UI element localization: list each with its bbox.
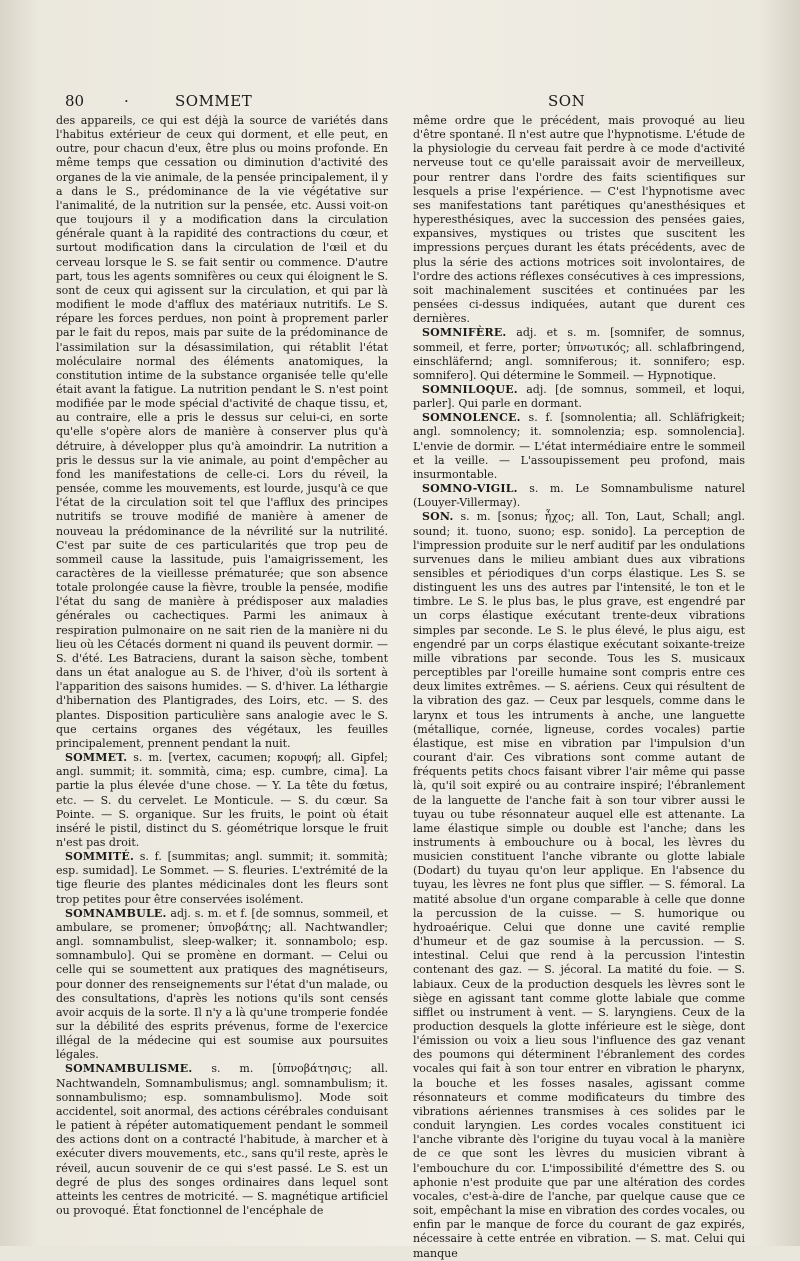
entry-headword: SOMNIFÈRE. (422, 326, 507, 340)
entry-somno-vigil (413, 482, 745, 510)
entry-somnambule (56, 907, 388, 1063)
running-header (0, 88, 800, 112)
left-headword: SOMMET (175, 92, 253, 110)
entry-headword: SOMMET. (65, 751, 128, 765)
entry-body: s. f. [somnolentia; all. Schläfrigkeit; angl. somnolency; it. somnolenzia; esp. somnolencia]. L'envie de dormir. — L'état intermédiaire entre le sommeil et la veille. — L'assoupissement peu profond, mais insurmontable. (413, 411, 745, 481)
entry-body: adj. [de somnus, sommeil, et loqui, parler]. Qui parle en dormant. (413, 382, 745, 411)
entry-sommet (56, 751, 388, 850)
header-separator: · (124, 92, 129, 110)
entry-headword: SOMNAMBULISME. (65, 1062, 193, 1076)
page-number: 80 (65, 92, 85, 110)
entry-somnambulisme (56, 1062, 388, 1218)
entry-somniloque (413, 383, 745, 411)
left-column (56, 114, 388, 1224)
entry-body: adj. s. m. et f. [de somnus, sommeil, et ambulare, se promener; ὑπνοβάτης; all. Nachtwandler; angl. somnambulist, sleep-walker; it. sonnambolo; esp. somnambulo]. Qui se promène en dormant. — Celui ou celle qui se soumettent aux pratiques des magnétiseurs, pour donner des renseignements sur l'état d'un malade, ou des consultations, d'après les notions qu'ils sont censés avoir acquis de la sorte. Il n'y a là qu'une tromperie fondée sur la débilité des esprits prévenus, forme de l'exercice illégal de la médecine qui est soumise aux poursuites légales. (56, 906, 388, 1062)
entry-headword: SOMNOLENCE. (422, 411, 521, 425)
entry-son (413, 510, 745, 1260)
entry-body: s. m. [vertex, cacumen; κορυφή; all. Gipfel; angl. summit; it. sommità, cima; esp. cumbre, cima]. La partie la plus élevée d'une chose. — Y. La tête du fœtus, etc. — S. du cervelet. Le Monticule. — S. du cœur. Sa Pointe. — S. organique. Sur les fruits, le point où était inséré le pistil, distinct du S. géométrique lorsque le fruit n'est pas droit. (56, 751, 388, 849)
continued-paragraph: même ordre que le précédent, mais provoqué au lieu d'être spontané. Il n'est autre que l'hypnotisme. L'étude de la physiologie du cerveau fait perdre à ce mode d'activité nerveuse tout ce qu'elle paraissait avoir de merveilleux, pour rentrer dans l'ordre des faits scientifiques sur lesquels a prise l'expérience. — C'est l'hypnotisme avec ses manifestations tant parétiques qu'anesthésiques et hyperesthésiques, avec la succession des pensées gaies, expansives, mystiques ou tristes que suscitent les impressions perçues durant les états précédents, avec de plus la série des actions motrices soit involontaires, de l'ordre des actions réflexes consécutives à ces impressions, soit machinalement suscitées et continuées par les pensées ci-dessus indiquées, autant que durent ces dernières. (413, 114, 745, 326)
entry-headword: SOMMITÉ. (65, 850, 135, 864)
right-column (413, 114, 745, 1260)
entry-headword: SOMNAMBULE. (65, 906, 167, 920)
entry-somnolence (413, 411, 745, 482)
right-headword: SON (548, 92, 586, 110)
entry-sommite (56, 850, 388, 907)
continued-paragraph: des appareils, ce qui est déjà la source de variétés dans l'habitus extérieur de ceux qui dorment, et elle peut, en outre, pour chacun d'eux, être plus ou moins profonde. En même temps que cessation ou diminution d'activité des organes de la vie animale, de la pensée principalement, il y a dans le S., prédominance de la vie végétative sur l'animalité, de la nutrition sur la pensée, etc. Aussi voit-on que toujours il y a modification dans la circulation générale quant à la rapidité des contractions du cœur, et surtout modification dans la circulation de l'œil et du cerveau lorsque le S. se fait sentir ou commence. D'autre part, tous les agents somnifères ou ceux qui éloignent le S. sont de ceux qui agissent sur la circulation, et qui par là modifient le mode d'afflux des matériaux nutritifs. Le S. répare les forces perdues, non point à proprement parler par le fait du repos, mais par suite de la prédominance de l'assimilation sur la désassimilation, qui rétablit l'état moléculaire normal des éléments anatomiques, la constitution intime de la substance organisée telle qu'elle était avant la fatigue. La nutrition pendant le S. n'est point modifiée par le mode spécial d'activité de chaque tissu, et, au contraire, elle a pris le dessus sur celui-ci, en sorte qu'elle s'opère alors de manière à conserver plus qu'à détruire, à développer plus qu'à amoindrir. La nutrition a pris le dessus sur la vie animale, au point d'empêcher au fond les manifestations de celle-ci. Lors du réveil, la pensée, comme les mouvements, est lourde, jusqu'à ce que l'état de la circulation soit tel que l'afflux des principes nutritifs se trouve modifié de manière à amener de nouveau la prédominance de la névrilité sur la nutrilité. C'est par suite de ces particularités que trop peu de sommeil cause la lassitude, puis l'amaigrissement, les caractères de la vieillesse prématurée; que son absence totale prolongée cause la fièvre, trouble la pensée, modifie l'état du sang de manière à prédisposer aux maladies générales ou cachectiques. Parmi les animaux à respiration pulmonaire on ne sait rien de la manière ni du lieu où les Cétacés dorment ni quand ils peuvent dormir. — S. d'été. Les Batraciens, durant la saison sèche, tombent dans un état analogue au S. de l'hiver, d'où ils sortent à l'apparition des saisons humides. — S. d'hiver. La léthargie d'hibernation des Plantigrades, des Loirs, etc. — S. des plantes. Disposition particulière sans analogie avec le S. que certains organes des végétaux, les feuilles principalement, prennent pendant la nuit. (56, 114, 388, 750)
entry-body: s. f. [summitas; angl. summit; it. sommità; esp. sumidad]. Le Sommet. — S. fleuries. L'extrémité de la tige fleurie des plantes médicinales dont les fleurs sont trop petites pour être conservées isolément. (56, 850, 388, 906)
entry-body: s. m. Le Somnambulisme naturel (Louyer-Villermay). (413, 482, 745, 510)
entry-body: s. m. [ὑπνοβάτησις; all. Nachtwandeln, Somnambulismus; angl. somnambulism; it. sonnambulismo; esp. somnambulismo]. Mode soit accidentel, soit anormal, des actions cérébrales conduisant le patient à répéter automatiquement pendant le sommeil des actions dont on a contracté l'habitude, à marcher et à exécuter divers mouvements, etc., sans qu'il reste, après le réveil, aucun souvenir de ce qui s'est passé. Le S. est un degré de plus des songes ordinaires dans lequel sont atteints les centres de motricité. — S. magnétique artificiel ou provoqué. État fonctionnel de l'encéphale de (56, 1062, 388, 1218)
entry-headword: SOMNO-VIGIL. (422, 482, 518, 496)
entry-headword: SON. (422, 510, 454, 524)
entry-somnifere (413, 326, 745, 383)
entry-headword: SOMNILOQUE. (422, 382, 518, 396)
entry-body: adj. et s. m. [somnifer, de somnus, sommeil, et ferre, porter; ὑπνωτικός; all. schlafbringend, einschläfernd; angl. somniferous; it. sonnifero; esp. somnifero]. Qui détermine le Sommeil. — Hypnotique. (413, 326, 745, 382)
entry-body: s. m. [sonus; ἦχος; all. Ton, Laut, Schall; angl. sound; it. tuono, suono; esp. sonido]. La perception de l'impression produite sur le nerf auditif par les ondulations survenues dans le milieu ambiant dues aux vibrations sensibles et périodiques d'un corps élastique. Les S. se distinguent les uns des autres par l'intensité, le ton et le timbre. Le S. le plus bas, le plus grave, est engendré par un corps élastique exécutant trente-deux vibrations simples par seconde. Le S. le plus élevé, le plus aigu, est engendré par un corps élastique exécutant soixante-treize mille vibrations par seconde. Tous les S. musicaux perceptibles par l'oreille humaine sont compris entre ces deux limites extrêmes. — S. aériens. Ceux qui résultent de la vibration des gaz. — Ceux par lesquels, comme dans le larynx et tous les intruments à anche, une languette (métallique, cornée, ligneuse, cordes vocales) partie élastique, est mise en vibration par l'impulsion d'un courant d'air. Ces vibrations sont comme autant de fréquents petits chocs faisant vibrer l'air même qui passe là, qu'il soit expiré ou au contraire inspiré; l'ébranlement de la languette de l'anche fait à son tour vibrer aussi le tuyau ou tube résonnateur auquel elle est attenante. La lame élastique simple ou double est l'anche; dans les instruments à embouchure ou à bocal, les lèvres du musicien constituent l'anche vibrante ou glotte labiale (Dodart) du tuyau qu'on leur applique. En l'absence du tuyau, les lèvres ne font plus que siffler. — S. fémoral. La matité absolue d'un organe comparable à celle que donne la percussion de la cuisse. — S. humorique ou hydroaérique. Celui que donne une cavité remplie d'humeur et de gaz soumise à la percussion. — S. intestinal. Celui que rend à la percussion l'intestin contenant des gaz. — S. jécoral. La matité du foie. — S. labiaux. Ceux de la production desquels les lèvres sont le siège en agissant tant comme glotte labiale que comme sifflet ou instrument à vent. — S. laryngiens. Ceux de la production desquels la glotte inférieure est le siège, dont l'émission ou voix a lieu sous l'influence des gaz venant des poumons qui déterminent l'ébranlement des cordes vocales qui fait à son tour entrer en vibration le pharynx, la bouche et les fosses nasales, agissant comme résonnateurs et comme modificateurs du timbre des vibrations aériennes transmises à ces solides par le conduit laryngien. Les cordes vocales constituent ici l'anche vibrante dès l'origine du tuyau vocal à la manière de ce que sont les lèvres du musicien vibrant à l'embouchure du cor. L'impossibilité d'émettre des S. ou aphonie n'est produite que par une altération des cordes vocales, c'est-à-dire de l'anche, par quelque cause que ce soit, empêchant la mise en vibration des cordes vocales, ou enfin par le manque de force du courant de gaz expirés, nécessaire à cette entrée en vibration. — S. mat. Celui qui manque (413, 510, 745, 1260)
